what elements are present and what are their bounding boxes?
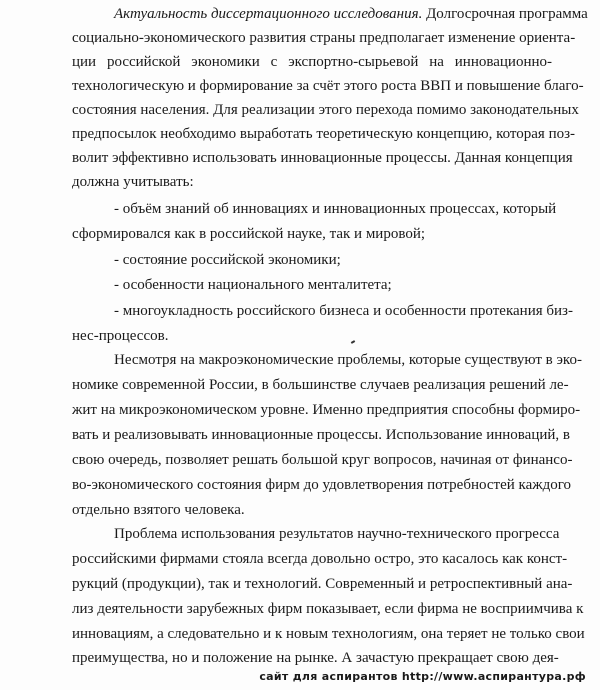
paragraph-3-line: Проблема использования результатов научно-технического прогресса: [114, 526, 560, 542]
paragraph-1-line-1-rest: Долгосрочная программа: [426, 6, 588, 22]
paragraph-3-line: преимущества, но и положение на рынке. А зачастую прекращает свою дея-: [72, 650, 559, 666]
paragraph-3-line: рукций (продукции), так и технологий. Современный и ретроспективный ана-: [72, 576, 573, 592]
list-item-4-line-2: нес-процессов.: [72, 328, 169, 344]
paragraph-3-line: инновациям, а следовательно и к новым технологиям, она теряет не только свои: [72, 626, 585, 642]
paragraph-1-line: социально-экономического развития страны предполагает изменение ориента-: [72, 30, 576, 46]
list-item-1-line-2: сформировался как в российской науке, так и мировой;: [72, 226, 426, 242]
paragraph-1-line: предпосылок необходимо выработать теоретическую концепцию, которая поз-: [72, 126, 576, 142]
paragraph-2-line: жит на микроэкономическом уровне. Именно предприятия способны формиро-: [72, 402, 581, 418]
paragraph-2-line: во-экономического состояния фирм до удовлетворения потребностей каждого: [72, 477, 572, 493]
paragraph-2-line: вать и реализовывать инновационные процессы. Использование инноваций, в: [72, 427, 570, 443]
list-item-2: - состояние российской экономики;: [114, 252, 341, 268]
paragraph-1-line: волит эффективно использовать инновационные процессы. Данная концепция: [72, 150, 573, 166]
paragraph-3-line: лиз деятельности зарубежных фирм показывает, если фирма не восприимчива к: [72, 601, 584, 617]
list-item-4-line-1: - многоукладность российского бизнеса и особенности протекания биз-: [114, 303, 573, 319]
list-item-3: - особенности национального менталитета;: [114, 277, 392, 293]
paragraph-1-line: должна учитывать:: [72, 174, 194, 190]
paragraph-3-line: российскими фирмами стояла всегда довольно остро, это касалось как конст-: [72, 551, 568, 567]
paragraph-2-line: номике современной России, в большинстве случаев реализация решений ле-: [72, 377, 569, 393]
section-heading: Актуальность диссертационного исследования.: [114, 6, 423, 22]
paragraph-1-line: ции российской экономики с экспортно-сырьевой на инновационно-: [72, 54, 552, 70]
paragraph-1-line: состояния населения. Для реализации этого перехода помимо законодательных: [72, 102, 579, 118]
site-footer: сайт для аспирантов http://www.аспирантура.рф: [259, 670, 586, 683]
paragraph-1-line: технологическую и формирование за счёт этого роста ВВП и повышение благо-: [72, 78, 584, 94]
paragraph-2-line: Несмотря на макроэкономические проблемы, которые существуют в эко-: [114, 352, 582, 368]
paragraph-1-line-1: [114, 4, 588, 24]
paragraph-2-line: свою очередь, позволяет решать большой круг вопросов, начиная от финансо-: [72, 452, 573, 468]
list-item-1-line-1: - объём знаний об инновациях и инновационных процессах, который: [114, 201, 557, 217]
paragraph-2-line: отдельно взятого человека.: [72, 502, 245, 518]
